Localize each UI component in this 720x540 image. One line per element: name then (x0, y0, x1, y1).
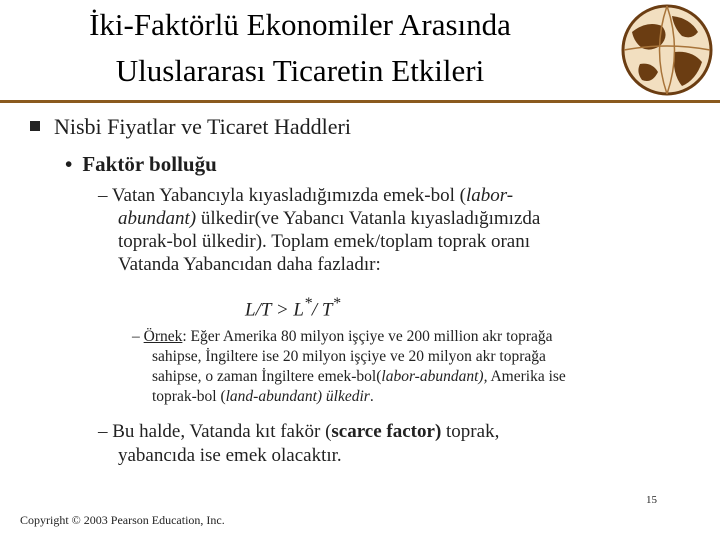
copyright-notice: Copyright © 2003 Pearson Education, Inc. (20, 513, 225, 527)
para2-line-1 (98, 420, 678, 444)
formula-sup2: * (332, 295, 341, 312)
para2-l1c: toprak, (441, 421, 500, 442)
example-l1rest: : Eğer Amerika 80 milyon işçiye ve 200 million akr toprağa (182, 328, 553, 345)
para1-l1b: labor- (465, 185, 514, 206)
bullet1-text: Nisbi Fiyatlar ve Ticaret Haddleri (54, 114, 351, 139)
formula-lhs: L/T > L (245, 299, 304, 321)
formula-mid: / T (311, 299, 333, 321)
slide-title (0, 2, 600, 94)
globe-icon (612, 2, 716, 98)
formula (245, 295, 340, 321)
dot-bullet-icon: • (65, 152, 73, 176)
example-line-3 (132, 367, 692, 387)
paragraph-2 (98, 420, 678, 468)
para1-line-1 (98, 184, 678, 207)
example-l3c: Amerika ise (487, 368, 566, 385)
example-line-2: sahipse, İngiltere ise 20 milyon işçiye ve 20 milyon akr toprağa (152, 348, 546, 365)
para1-l1a: – Vatan Yabancıyla kıyasladığımızda emek-bol ( (98, 185, 466, 206)
para1-l2b: ülkedir(ve Yabancı Vatanla kıyasladığımızda (196, 208, 541, 229)
formula-sup1: * (303, 295, 312, 312)
title-line-2: Uluslararası Ticaretin Etkileri (115, 53, 485, 88)
bullet-level-2 (65, 152, 217, 177)
para1-l2a: abundant) (118, 208, 197, 229)
para1-line-2 (98, 207, 678, 230)
para1-line-4: Vatanda Yabancıdan daha fazladır: (118, 254, 381, 275)
example-l4a: toprak-bol ( (152, 388, 226, 405)
square-bullet-icon (30, 121, 40, 131)
para2-l1b: scarce factor) (331, 421, 442, 442)
para1-line-3: toprak-bol ülkedir). Toplam emek/toplam toprak oranı (118, 231, 530, 252)
example-l3a: sahipse, o zaman İngiltere emek-bol( (152, 368, 382, 385)
title-divider (0, 100, 720, 103)
example-line-1 (132, 327, 692, 347)
example-l4c: . (369, 388, 374, 405)
page-number: 15 (646, 494, 657, 506)
example-block (132, 327, 692, 407)
title-line-1: İki-Faktörlü Ekonomiler Arasında (89, 7, 511, 42)
bullet2-text: Faktör bolluğu (82, 152, 217, 176)
para2-l1a: – Bu halde, Vatanda kıt fakör ( (98, 421, 332, 442)
para2-line-2: yabancıda ise emek olacaktır. (118, 445, 342, 466)
example-line-4 (132, 387, 692, 407)
example-l3b: labor-abundant), (381, 368, 488, 385)
example-dash: – (132, 328, 144, 345)
example-l4b: land-abundant) ülkedir (225, 388, 370, 405)
paragraph-1 (98, 184, 678, 276)
example-label: Örnek (143, 328, 183, 345)
bullet-level-1 (30, 114, 351, 140)
